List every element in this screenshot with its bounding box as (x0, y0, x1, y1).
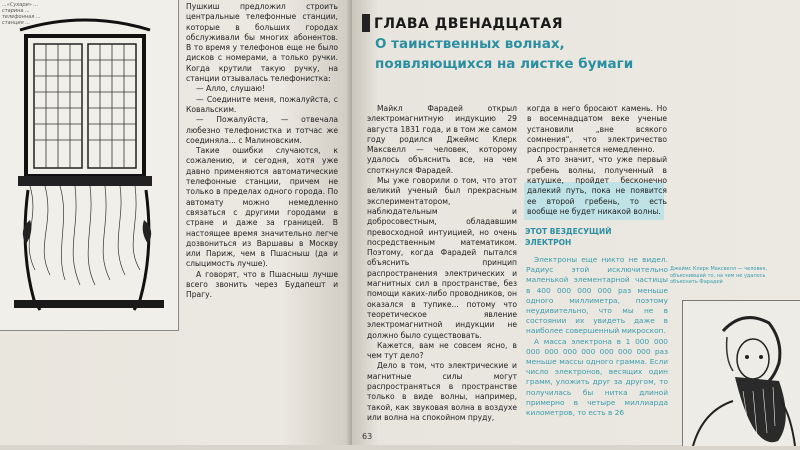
chapter-subtitle (372, 34, 634, 74)
section-heading-line-1: ЭТОТ ВЕЗДЕСУЩИЙ (525, 227, 612, 236)
right-text-column-1 (367, 104, 517, 423)
chapter-marker (362, 14, 370, 32)
paragraph: Дело в том, что электрические и магнитные силы могут распространяться в пространстве только в виде волны, например, такой, как звуковая волна в воздухе или волна на спокойном пруду, (367, 361, 517, 422)
electron-text-column (526, 255, 668, 418)
paragraph: — Соедините меня, пожалуйста, с Ковальским. (186, 94, 338, 114)
portrait-caption: Джеймс Клерк Максвелл — человек, объяснивший то, на чем не удалось объяснить Фарадей (670, 266, 768, 285)
portrait-drawing (683, 301, 800, 446)
right-text-column-2 (527, 104, 667, 217)
paragraph: Кажется, вам не совсем ясно, в чем тут дело? (367, 340, 517, 361)
subtitle-line-2: появляющихся на листке бумаги (375, 56, 634, 72)
paragraph: — Алло, слушаю! (196, 84, 265, 94)
paragraph: Электроны еще никто не видел. Радиус этой исключительно маленькой элементарной частицы в 400 000 000 000 раз меньше одного миллиметра, поэтому неудивительно, что мы не в состоянии их увидеть даже в наиболее совершенный микроскоп. (526, 255, 668, 336)
paragraph: Такие ошибки случаются, к сожалению, и сегодня, хотя уже давно применяются автоматические телефонные станции, причем не только в пределах одного города. По автомату можно немедленно связаться с другими городами в стране и даже за границей. В настоящее время значительно легче дозвониться из Варшавы в Москву или Париж, чем в Пшасныш (да и слыцимость лучше). (186, 146, 338, 269)
paragraph: Пушкиш предложил строить центральные телефонные станции, которые в больших городах обслуживали бы многих абонентов. В то время у телефонов еще не было дисков с номерами, а только ручки. Когда крутили такую ручку, на станции отзывалась телефонистка: (186, 2, 338, 84)
subtitle-line-1: О таинственных волнах, (375, 36, 565, 52)
telephone-exchange-illustration (0, 0, 179, 331)
chapter-title: ГЛАВА ДВЕНАДЦАТАЯ (374, 16, 563, 32)
left-text-column (186, 2, 338, 301)
paragraph: А говорят, что в Пшасныш лучше всего звонить через Будапешт и Прагу. (186, 269, 338, 300)
section-heading-line-2: ЭЛЕКТРОН (525, 238, 572, 247)
page-number: 63 (362, 432, 373, 441)
paragraph: Майкл Фарадей открыл электромагнитную индукцию 29 августа 1831 года, и в том же самом году родился Джеймс Клерк Максвелл — человек, которому удалось объяснить все, на чем споткнулся Фарадей. (367, 104, 517, 175)
paragraph: Мы уже говорили о том, что этот великий ученый был прекрасным экспериментатором, наблюдательным и добросовестным, обладавшим превосходной интуицией, но очень посредственным математиком. Поэтому, когда Фарадей пытался объяснить принцип распространения электрических и магнитных сил в пространстве, без помощи каких-либо проводников, он оказался в тупике... потому что теоретическое явление электромагнитной индукции не должно было существовать. (367, 176, 517, 340)
maxwell-portrait (682, 300, 800, 446)
switchboard-drawing (0, 0, 178, 330)
paragraph: А масса электрона в 1 000 000 000 000 000 000 000 000 000 раз меньше массы одного грамма. Если число электронов, весящих один грамм, уложить друг за другом, то получилась бы нитка длиной примерно в четыре миллиарда километров, то есть в 26 (526, 336, 668, 418)
left-page (0, 0, 352, 445)
paragraph: — Пожалуйста, — отвечала любезно телефонистка и тотчас же соединяла... с Малиновским. (186, 115, 338, 145)
section-heading (525, 226, 611, 248)
paragraph: А это значит, что уже первый гребень волны, полученный в катушке, пройдет бесконечно далекий путь, пока не появится ее второй гребень, то есть вообще не будет никакой волны. (527, 155, 667, 216)
paragraph: когда в него бросают камень. Но в восемнадцатом веке ученые установили „вне всякого сомнения“, что электричество распространяется немедленно. (527, 104, 667, 155)
illustration-caption: ...«Сухари» ... старина ... телефонная ... станция ... (2, 2, 41, 26)
